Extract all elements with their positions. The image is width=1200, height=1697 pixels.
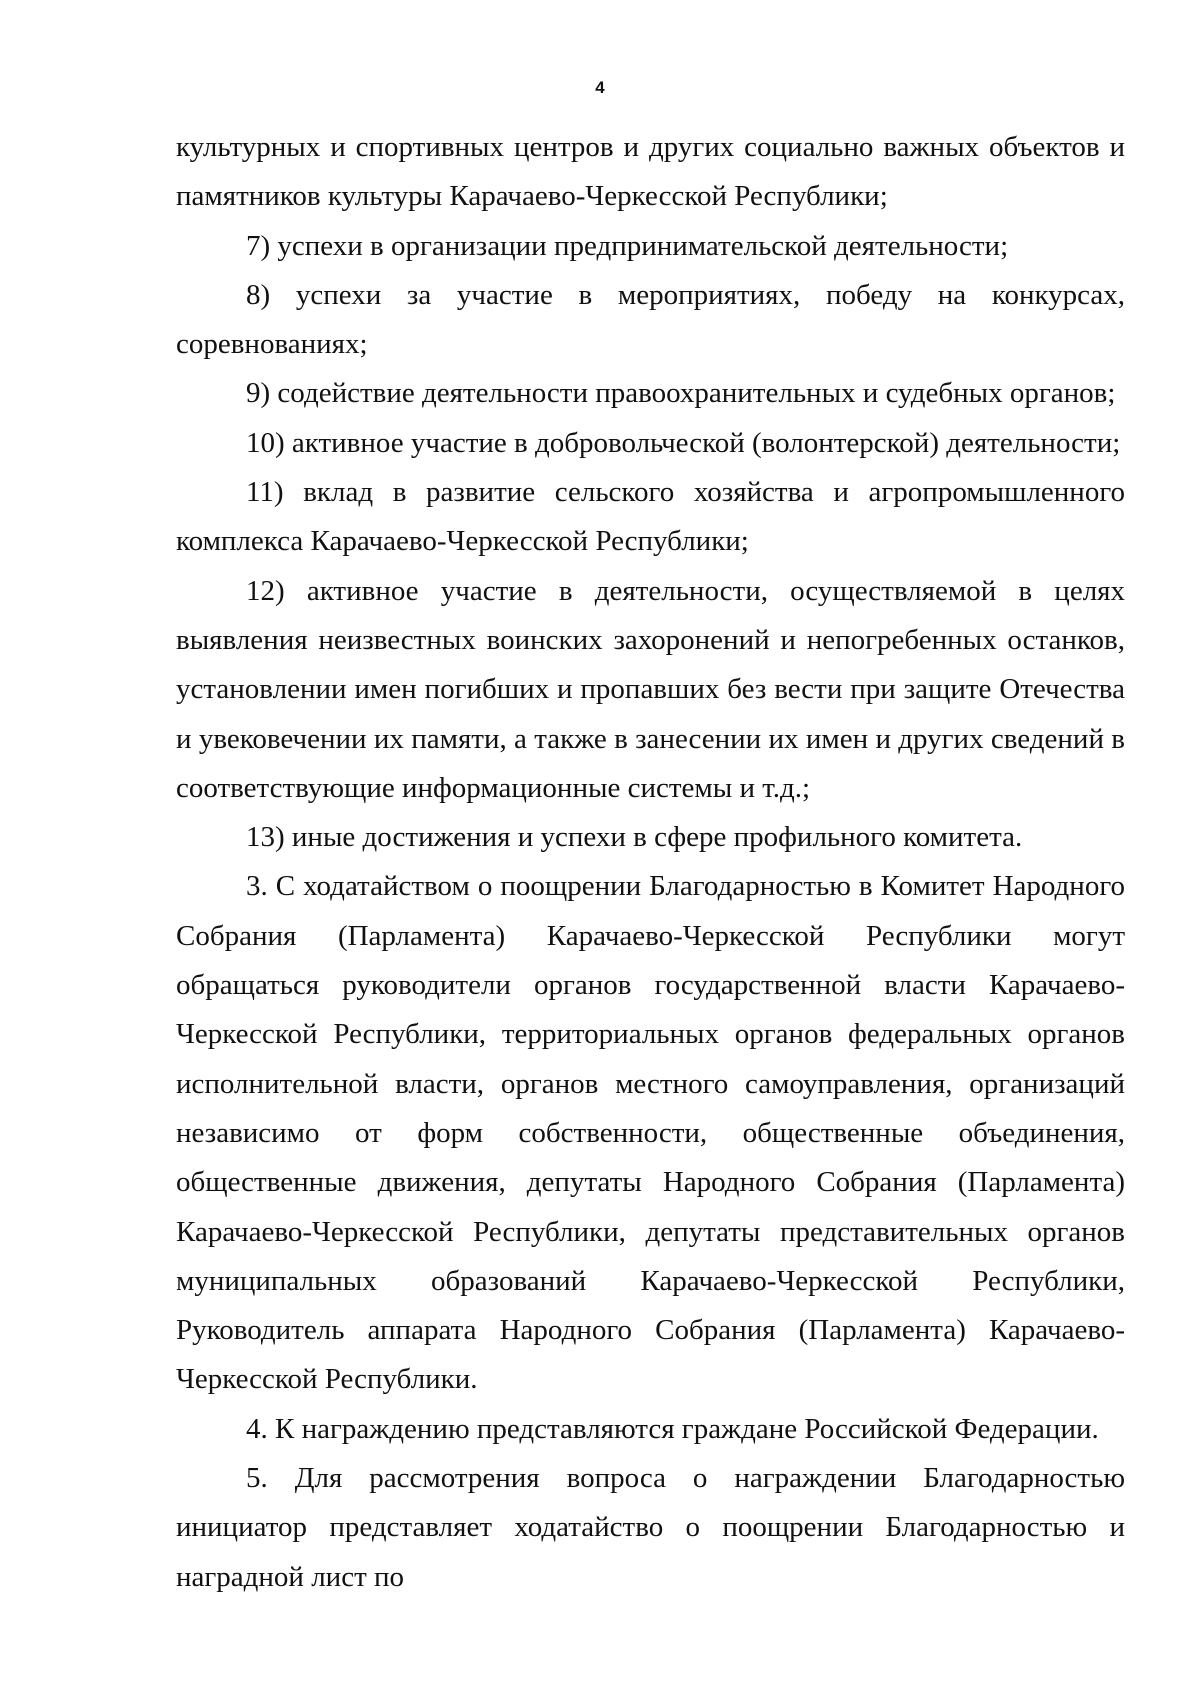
list-item-7: 7) успехи в организации предпринимательской деятельности;	[246, 229, 1009, 262]
section-3-paragraph: 3. С ходатайством о поощрении Благодарностью в Комитет Народного Собрания (Парламента) Карачаево-Черкесской Республики могут обращаться руководители органов государственной власти Карачаево-Черкесской Республики, территориальных органов федеральных органов исполнительной власти, органов местного самоуправления, организаций независимо от форм собственности, общественные объединения, общественные движения, депутаты Народного Собрания (Парламента) Карачаево-Черкесской Республики, депутаты представительных органов муниципальных образований Карачаево-Черкесской Республики, Руководитель аппарата Народного Собрания (Парламента) Карачаево-Черкесской Республики.	[176, 870, 1125, 1396]
list-item-9: 9) содействие деятельности правоохранительных и судебных органов;	[246, 377, 1116, 410]
list-item-11: 11) вклад в развитие сельского хозяйства и агропромышленного комплекса Карачаево-Черкесской Республики;	[176, 476, 1125, 558]
paragraph-continuation: культурных и спортивных центров и других социально важных объектов и памятников культуры Карачаево-Черкесской Республики;	[176, 131, 1125, 213]
list-item-10: 10) активное участие в добровольческой (волонтерской) деятельности;	[246, 426, 1121, 459]
document-body	[176, 123, 1125, 1602]
list-item-8: 8) успехи за участие в мероприятиях, победу на конкурсах, соревнованиях;	[176, 278, 1125, 361]
list-item-12: 12) активное участие в деятельности, осуществляемой в целях выявления неизвестных воинских захоронений и непогребенных останков, установлении имен погибших и пропавших без вести при защите Отечества и увековечении их памяти, а также в занесении их имен и других сведений в соответствующие информационные системы и т.д.;	[176, 574, 1125, 804]
page-number: 4	[595, 78, 605, 97]
section-5-paragraph: 5. Для рассмотрения вопроса о награждении Благодарностью инициатор представляет ходатайство о поощрении Благодарностью и наградной лист по	[176, 1462, 1125, 1593]
section-4-paragraph: 4. К награждению представляются граждане Российской Федерации.	[246, 1412, 1099, 1445]
list-item-13: 13) иные достижения и успехи в сфере профильного комитета.	[246, 821, 1023, 854]
